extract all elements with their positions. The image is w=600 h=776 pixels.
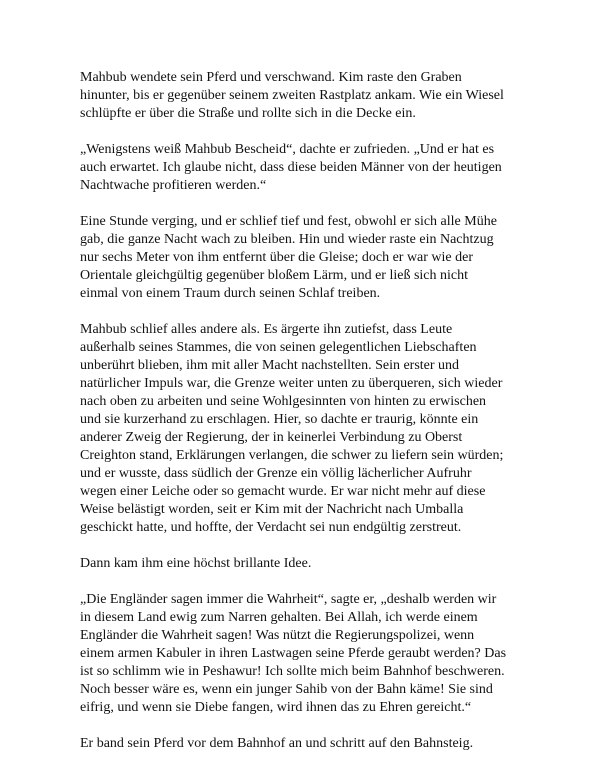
text-line: gab, die ganze Nacht wach zu bleiben. Hin und wieder raste ein Nachtzug: [80, 232, 494, 247]
paragraph: [80, 141, 540, 195]
text-line: schlüpfte er über die Straße und rollte sich in die Decke ein.: [80, 106, 416, 121]
text-line: nur sechs Meter von ihm entfernt über die Gleise; doch er war wie der: [80, 250, 474, 265]
text-line: Noch besser wäre es, wenn ein junger Sahib von der Bahn käme! Sie sind: [80, 682, 493, 697]
text-line: wegen einer Leiche oder so gemacht wurde. Er war nicht mehr auf diese: [80, 484, 486, 499]
text-line: Eine Stunde verging, und er schlief tief und fest, obwohl er sich alle Mühe: [80, 214, 497, 229]
paragraph: [80, 321, 540, 537]
text-line: Mahbub schlief alles andere als. Es ärgerte ihn zutiefst, dass Leute: [80, 322, 453, 337]
text-line: Mahbub wendete sein Pferd und verschwand. Kim raste den Graben: [80, 70, 462, 85]
text-line: außerhalb seines Stammes, die von seinen gelegentlichen Liebschaften: [80, 340, 477, 355]
text-line: einem armen Kabuler in ihren Lastwagen seine Pferde geraubt werden? Das: [80, 646, 507, 661]
text-line: ist so schlimm wie in Peshawur! Ich sollte mich beim Bahnhof beschweren.: [80, 664, 505, 679]
text-line: „Die Engländer sagen immer die Wahrheit“, sagte er, „deshalb werden wir: [80, 592, 497, 607]
text-line: und er wusste, dass südlich der Grenze ein völlig lächerlicher Aufruhr: [80, 466, 472, 481]
text-line: natürlicher Impuls war, die Grenze weiter unten zu überqueren, sich wieder: [80, 376, 503, 391]
paragraph: [80, 213, 540, 303]
text-line: Nachtwache profitieren werden.“: [80, 178, 267, 193]
text-line: in diesem Land ewig zum Narren gehalten. Bei Allah, ich werde einem: [80, 610, 478, 625]
text-line: Engländer die Wahrheit sagen! Was nützt die Regierungspolizei, wenn: [80, 628, 475, 643]
text-line: Weise belästigt worden, seit er Kim mit der Nachricht nach Umballa: [80, 502, 464, 517]
text-line: einmal von einem Traum durch seinen Schlaf treiben.: [80, 286, 381, 301]
text-line: geschickt hatte, und hoffte, der Verdacht sei nun endgültig zerstreut.: [80, 520, 462, 535]
paragraph: [80, 555, 540, 573]
text-line: Creighton stand, Erklärungen verlangen, die schwer zu liefern sein würden;: [80, 448, 504, 463]
text-line: auch erwartet. Ich glaube nicht, dass diese beiden Männer von der heutigen: [80, 160, 502, 175]
text-line: Orientale gleichgültig gegenüber bloßem Lärm, und er ließ sich nicht: [80, 268, 468, 283]
text-line: hinunter, bis er gegenüber seinem zweiten Rastplatz ankam. Wie ein Wiesel: [80, 88, 504, 103]
paragraph: [80, 591, 540, 717]
text-line: Er band sein Pferd vor dem Bahnhof an und schritt auf den Bahnsteig.: [80, 736, 474, 751]
paragraph: [80, 735, 540, 753]
paragraph: [80, 69, 540, 123]
text-line: „Wenigstens weiß Mahbub Bescheid“, dachte er zufrieden. „Und er hat es: [80, 142, 495, 157]
document-body: [80, 69, 540, 753]
text-line: eifrig, und wenn sie Diebe fangen, wird ihnen das zu Ehren gereicht.“: [80, 700, 472, 715]
text-line: anderer Zweig der Regierung, der in keinerlei Verbindung zu Oberst: [80, 430, 463, 445]
text-line: unberührt blieben, ihm mit aller Macht nachstellten. Sein erster und: [80, 358, 460, 373]
text-line: Dann kam ihm eine höchst brillante Idee.: [80, 556, 312, 571]
text-line: nach oben zu arbeiten und seine Wohlgesinnten von hinten zu erwischen: [80, 394, 487, 409]
text-line: und sie kurzerhand zu erschlagen. Hier, so dachte er traurig, könnte ein: [80, 412, 479, 427]
